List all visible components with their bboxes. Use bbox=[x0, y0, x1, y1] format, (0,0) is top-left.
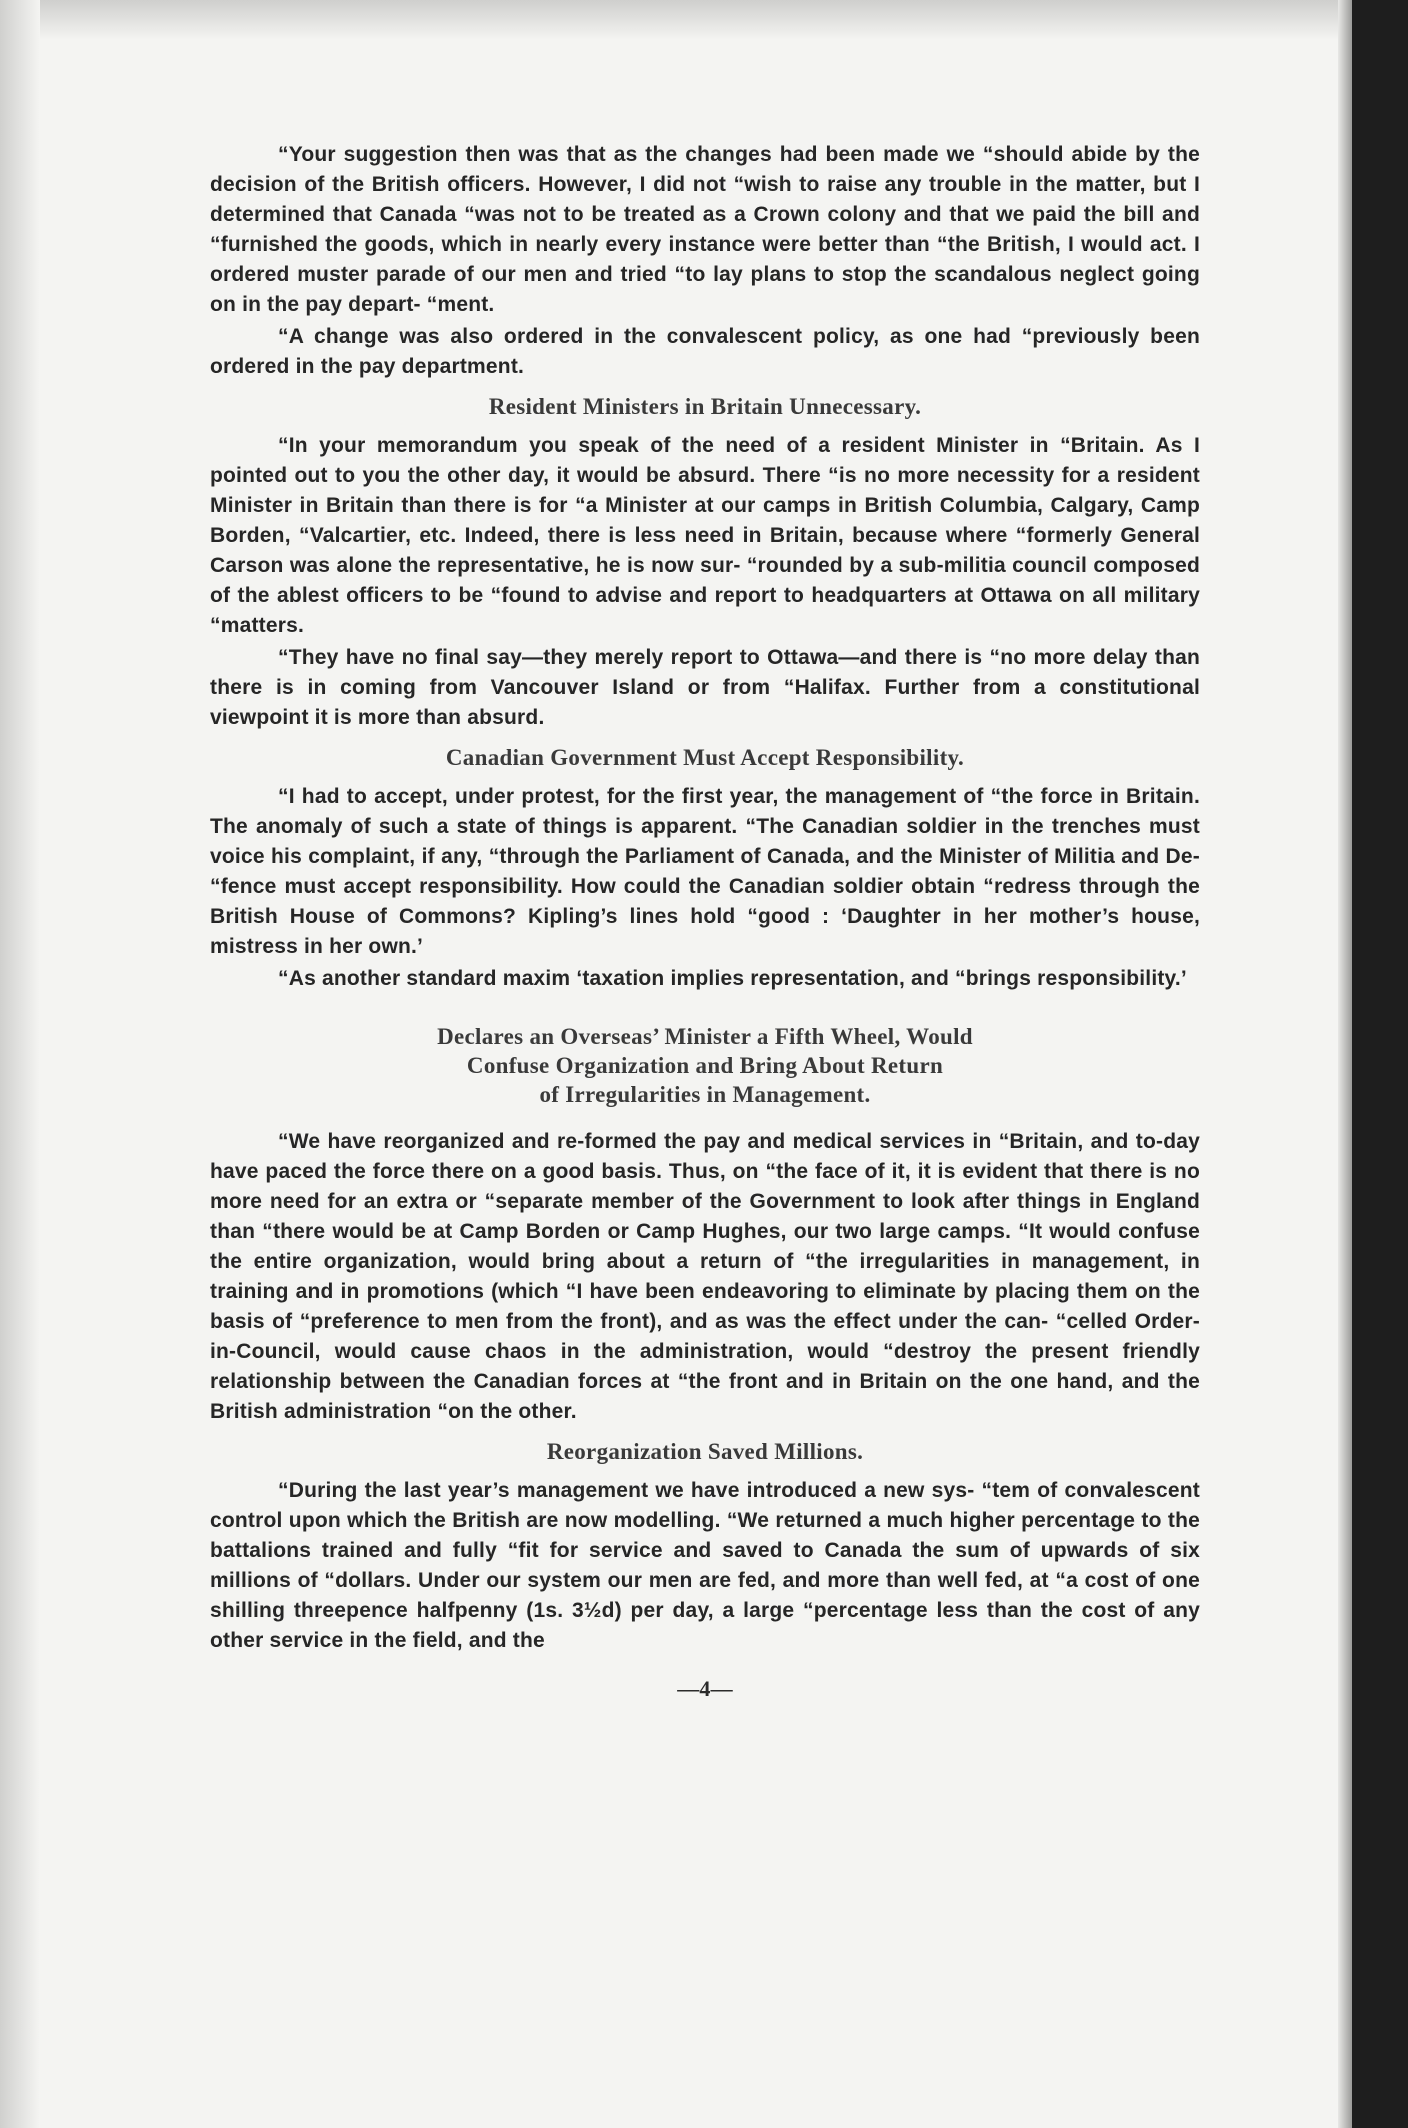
scan-top-shadow bbox=[0, 0, 1338, 40]
scan-left-shadow bbox=[0, 0, 40, 2128]
page-edge-gradient bbox=[1338, 0, 1352, 2128]
heading-line: of Irregularities in Management. bbox=[539, 1082, 871, 1107]
paragraph-convalescent-policy: “A change was also ordered in the convalescent policy, as one had “previously been ordered in the pay department. bbox=[210, 325, 1200, 378]
heading-resident-ministers bbox=[210, 392, 1200, 421]
heading-line: Canadian Government Must Accept Responsibility. bbox=[445, 745, 965, 770]
paragraph-no-final-say: “They have no final say—they merely report to Ottawa—and there is “no more delay than there is in coming from Vancouver Island or from “Halifax. Further from a constitutional viewpoint it is more than absurd. bbox=[210, 646, 1200, 729]
paragraph-memorandum: “In your memorandum you speak of the need of a resident Minister in “Britain. As I pointed out to you the other day, it would be absurd. There “is no more necessity for a resident Minister in Britain than there is for “a Minister at our camps in British Columbia, Calgary, Camp Borden, “Valcartier, etc. Indeed, there is less need in Britain, because where “formerly General Carson was alone the representative, he is now sur- “rounded by a sub-militia council composed of the ablest officers to be “found to advise and report to headquarters at Ottawa on all military “matters. bbox=[210, 434, 1200, 637]
paragraph-standard-maxim: “As another standard maxim ‘taxation implies representation, and “brings responsibility.’ bbox=[278, 967, 1187, 990]
scanner-dark-border bbox=[1352, 0, 1408, 2128]
heading-canadian-government bbox=[210, 743, 1200, 772]
heading-line: Reorganization Saved Millions. bbox=[546, 1439, 864, 1464]
heading-fifth-wheel bbox=[210, 1022, 1200, 1109]
paragraph-last-years-management: “During the last year’s management we have introduced a new sys- “tem of convalescent control upon which the British are now modelling. “We returned a much higher percentage to the battalions trained and fully “fit for service and saved to Canada the sum of upwards of six millions of “dollars. Under our system our men are fed, and more than well fed, at “a cost of one shilling threepence halfpenny (1s. 3½d) per day, a large “percentage less than the cost of any other service in the field, and the bbox=[210, 1479, 1200, 1652]
paragraph-suggestion: “Your suggestion then was that as the changes had been made we “should abide by the decision of the British officers. However, I did not “wish to raise any trouble in the matter, but I determined that Canada “was not to be treated as a Crown colony and that we paid the bill and “furnished the goods, which in nearly every instance were better than “the British, I would act. I ordered muster parade of our men and tried “to lay plans to stop the scandalous neglect going on in the pay depart- “ment. bbox=[210, 143, 1200, 316]
heading-line: Resident Ministers in Britain Unnecessary. bbox=[488, 394, 922, 419]
heading-line: Confuse Organization and Bring About Return bbox=[466, 1053, 944, 1078]
heading-saved-millions bbox=[210, 1437, 1200, 1466]
document-body bbox=[210, 140, 1200, 1704]
heading-line: Declares an Overseas’ Minister a Fifth Wheel, Would bbox=[437, 1024, 973, 1049]
paragraph-accept-under-protest: “I had to accept, under protest, for the first year, the management of “the force in Britain. The anomaly of such a state of things is apparent. “The Canadian soldier in the trenches must voice his complaint, if any, “through the Parliament of Canada, and the Minister of Militia and De- “fence must accept responsibility. How could the Canadian soldier obtain “redress through the British House of Commons? Kipling’s lines hold “good : ‘Daughter in her mother’s house, mistress in her own.’ bbox=[210, 785, 1200, 958]
page-number: —4— bbox=[677, 1676, 733, 1701]
paragraph-reorganized: “We have reorganized and re-formed the pay and medical services in “Britain, and to-day have paced the force there on a good basis. Thus, on “the face of it, it is evident that there is no more need for an extra or “separate member of the Government to look after things in England than “there would be at Camp Borden or Camp Hughes, our two large camps. “It would confuse the entire organization, would bring about a return of “the irregularities in management, in training and in promotions (which “I have been endeavoring to eliminate by placing them on the basis of “preference to men from the front), and as was the effect under the can- “celled Order-in-Council, would cause chaos in the administration, would “destroy the present friendly relationship between the Canadian forces at “the front and in Britain on the one hand, and the British administration “on the other. bbox=[210, 1130, 1200, 1423]
